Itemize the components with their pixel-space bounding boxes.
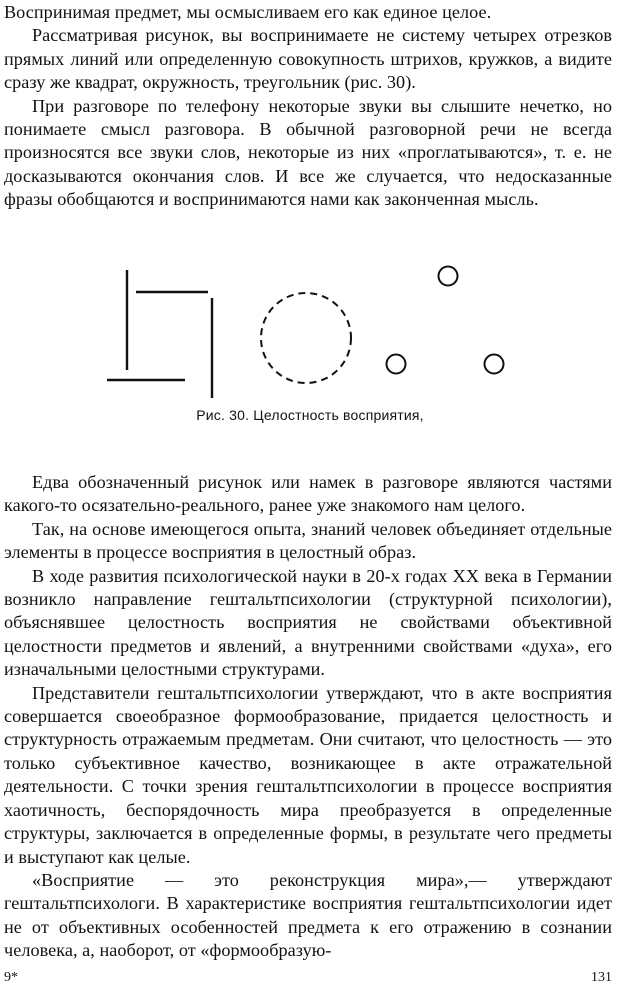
triangle-vertex-top — [439, 267, 458, 286]
text-block-top — [4, 1, 612, 212]
dashed-circle — [261, 293, 351, 383]
signature-mark: 9* — [4, 970, 18, 985]
paragraph: «Восприятие — это реконструкция мира»,— утверждают гештальтпсихологи. В характеристике восприятия гештальтпсихологии идет не от объективных особенностей предмета к его отражению в сознании человека, а, наоборот, от «формообразую- — [4, 869, 612, 961]
paragraph: В ходе развития психологической науки в 20-х годах XX века в Германии возникло направление гештальтпсихологии (структурной психологии), объяснявшее целостность восприятия не свойствами объективной целостности предметов и явлений, а внутренними свойствами «духа», его изначальными целостными структурами. — [4, 565, 612, 680]
paragraph: Воспринимая предмет, мы осмысливаем его как единое целое. — [4, 2, 492, 22]
triangle-vertex-left — [387, 355, 406, 374]
paragraph: Рассматривая рисунок, вы воспринимаете не систему четырех отрезков прямых линий или определенную совокупность штрихов, кружков, а видите сразу же квадрат, окружность, треугольник (рис. 30). — [4, 25, 612, 93]
paragraph: Так, на основе имеющегося опыта, знаний человек объединяет отдельные элементы в процессе восприятия в целостный образ. — [4, 518, 612, 563]
figure-30 — [100, 262, 520, 400]
page-number: 131 — [591, 970, 612, 985]
paragraph: Представители гештальтпсихологии утверждают, что в акте восприятия совершается своеобразное формообразование, придается целостность и структурность отражаемым предметам. Они считают, что целостность — это только субъективное качество, возникающее в акте отражательной деятельности. С точки зрения гештальтпсихологии в процессе восприятия хаотичность, беспорядочность мира преобразуется в определенные структуры, заключается в определенные формы, в результате чего предметы и выступают как целые. — [4, 682, 612, 867]
text-block-bottom — [4, 471, 612, 963]
paragraph: Едва обозначенный рисунок или намек в разговоре являются частями какого-то осязательно-реального, ранее уже знакомого нам целого. — [4, 472, 612, 516]
figure-caption: Рис. 30. Целостность восприятия, — [196, 407, 424, 423]
triangle-vertex-right — [485, 355, 504, 374]
figure-30-drawing — [100, 262, 520, 400]
paragraph: При разговоре по телефону некоторые звуки вы слышите нечетко, но понимаете смысл разговора. В обычной разговорной речи не всегда произносятся все звуки слов, некоторые из них «проглатываются», т. е. не досказываются окончания слов. И все же случается, что недосказанные фразы обобщаются и воспринимаются нами как законченная мысль. — [4, 95, 612, 210]
